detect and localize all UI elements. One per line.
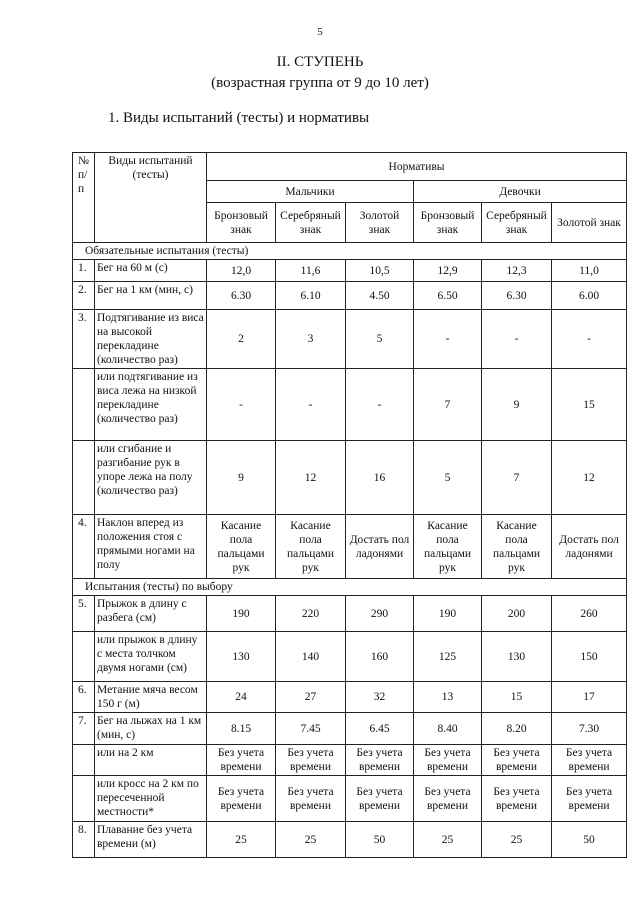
norm-value: Без учета времени xyxy=(207,776,276,822)
page-heading: II. СТУПЕНЬ xyxy=(276,54,364,70)
norm-value: 190 xyxy=(207,596,276,632)
norm-value: 6.50 xyxy=(414,282,482,310)
norm-value: Без учета времени xyxy=(414,745,482,776)
test-name: Бег на лыжах на 1 км (мин, с) xyxy=(95,713,207,745)
test-name: или кросс на 2 км по пересеченной местности* xyxy=(95,776,207,822)
norm-value: 6.00 xyxy=(552,282,627,310)
row-number: 2. xyxy=(73,282,95,310)
table-row xyxy=(73,745,627,776)
table-row xyxy=(73,310,627,369)
norm-value: 12,3 xyxy=(482,260,552,282)
test-name: Плавание без учета времени (м) xyxy=(95,822,207,858)
row-number xyxy=(73,776,95,822)
row-number: 8. xyxy=(73,822,95,858)
norm-value: 8.40 xyxy=(414,713,482,745)
norm-value: 13 xyxy=(414,682,482,713)
norm-value: - xyxy=(207,369,276,441)
section-optional-label: Испытания (тесты) по выбору xyxy=(73,579,627,596)
row-number: 1. xyxy=(73,260,95,282)
norm-value: 260 xyxy=(552,596,627,632)
norm-value: 6.45 xyxy=(346,713,414,745)
norm-value: Без учета времени xyxy=(346,776,414,822)
row-number: 4. xyxy=(73,515,95,579)
table-row xyxy=(73,282,627,310)
norm-value: 10,5 xyxy=(346,260,414,282)
norm-value: 11,0 xyxy=(552,260,627,282)
norm-value: Без учета времени xyxy=(414,776,482,822)
norm-value: 220 xyxy=(276,596,346,632)
norm-value: 7 xyxy=(482,441,552,515)
header-boys-gold: Золотой знак xyxy=(346,203,414,243)
norm-value: Без учета времени xyxy=(552,745,627,776)
norm-value: Без учета времени xyxy=(207,745,276,776)
norm-value: 11,6 xyxy=(276,260,346,282)
row-number xyxy=(73,369,95,441)
row-number: 7. xyxy=(73,713,95,745)
norm-value: 7.45 xyxy=(276,713,346,745)
norm-value: Касание пола пальцами рук xyxy=(207,515,276,579)
norm-value: - xyxy=(414,310,482,369)
norm-value: Без учета времени xyxy=(276,745,346,776)
row-number: 6. xyxy=(73,682,95,713)
section-required-label: Обязательные испытания (тесты) xyxy=(73,243,627,260)
table-row xyxy=(73,441,627,515)
table-row xyxy=(73,776,627,822)
table-row xyxy=(73,632,627,682)
norm-value: 12,9 xyxy=(414,260,482,282)
norm-value: 25 xyxy=(276,822,346,858)
table-row xyxy=(73,515,627,579)
norm-value: 6.30 xyxy=(482,282,552,310)
test-name: или прыжок в длину с места толчком двумя ногами (см) xyxy=(95,632,207,682)
row-number xyxy=(73,632,95,682)
norm-value: 15 xyxy=(552,369,627,441)
header-boys-silver: Серебряный знак xyxy=(276,203,346,243)
norm-value: Без учета времени xyxy=(552,776,627,822)
norm-value: - xyxy=(552,310,627,369)
norm-value: 160 xyxy=(346,632,414,682)
row-number xyxy=(73,441,95,515)
table-row xyxy=(73,713,627,745)
norm-value: 6.10 xyxy=(276,282,346,310)
section-title: 1. Виды испытаний (тесты) и нормативы xyxy=(108,110,370,126)
table-row xyxy=(73,682,627,713)
norm-value: 16 xyxy=(346,441,414,515)
norms-table xyxy=(72,152,627,858)
row-number: 5. xyxy=(73,596,95,632)
norm-value: 25 xyxy=(207,822,276,858)
norm-value: 12 xyxy=(276,441,346,515)
norm-value: 3 xyxy=(276,310,346,369)
test-name: или на 2 км xyxy=(95,745,207,776)
test-name: Подтягивание из виса на высокой перекладине (количество раз) xyxy=(95,310,207,369)
norm-value: 190 xyxy=(414,596,482,632)
norm-value: 130 xyxy=(207,632,276,682)
test-name: Прыжок в длину с разбега (см) xyxy=(95,596,207,632)
norm-value: Касание пола пальцами рук xyxy=(414,515,482,579)
header-norms: Нормативы xyxy=(207,153,627,181)
test-name: Метание мяча весом 150 г (м) xyxy=(95,682,207,713)
norm-value: 6.30 xyxy=(207,282,276,310)
header-test-name: Виды испытаний (тесты) xyxy=(95,153,207,243)
norm-value: 12 xyxy=(552,441,627,515)
norm-value: 24 xyxy=(207,682,276,713)
norm-value: Касание пола пальцами рук xyxy=(276,515,346,579)
norm-value: 25 xyxy=(482,822,552,858)
norm-value: 50 xyxy=(346,822,414,858)
header-num: № п/п xyxy=(73,153,95,243)
norm-value: 17 xyxy=(552,682,627,713)
page-number: 5 xyxy=(317,26,323,38)
norm-value: 150 xyxy=(552,632,627,682)
norm-value: 290 xyxy=(346,596,414,632)
norm-value: Достать пол ладонями xyxy=(552,515,627,579)
norm-value: 4.50 xyxy=(346,282,414,310)
table-row xyxy=(73,260,627,282)
page-subheading: (возрастная группа от 9 до 10 лет) xyxy=(211,75,429,91)
norm-value: 200 xyxy=(482,596,552,632)
norm-value: Касание пола пальцами рук xyxy=(482,515,552,579)
norm-value: 5 xyxy=(346,310,414,369)
row-number: 3. xyxy=(73,310,95,369)
norm-value: 12,0 xyxy=(207,260,276,282)
norm-value: 9 xyxy=(207,441,276,515)
test-name: Наклон вперед из положения стоя с прямыми ногами на полу xyxy=(95,515,207,579)
test-name: Бег на 1 км (мин, с) xyxy=(95,282,207,310)
norm-value: - xyxy=(482,310,552,369)
norm-value: 50 xyxy=(552,822,627,858)
norm-value: Без учета времени xyxy=(482,776,552,822)
header-boys: Мальчики xyxy=(207,181,414,203)
header-girls-bronze: Бронзовый знак xyxy=(414,203,482,243)
header-girls-silver: Серебряный знак xyxy=(482,203,552,243)
norm-value: Без учета времени xyxy=(276,776,346,822)
norm-value: Без учета времени xyxy=(482,745,552,776)
norm-value: 140 xyxy=(276,632,346,682)
norm-value: 2 xyxy=(207,310,276,369)
norm-value: Достать пол ладонями xyxy=(346,515,414,579)
header-girls-gold: Золотой знак xyxy=(552,203,627,243)
norm-value: 8.20 xyxy=(482,713,552,745)
norm-value: 7 xyxy=(414,369,482,441)
norm-value: 27 xyxy=(276,682,346,713)
norm-value: 5 xyxy=(414,441,482,515)
table-row xyxy=(73,596,627,632)
norm-value: 9 xyxy=(482,369,552,441)
norm-value: 130 xyxy=(482,632,552,682)
test-name: или подтягивание из виса лежа на низкой перекладине (количество раз) xyxy=(95,369,207,441)
test-name: или сгибание и разгибание рук в упоре лежа на полу (количество раз) xyxy=(95,441,207,515)
norm-value: 25 xyxy=(414,822,482,858)
header-boys-bronze: Бронзовый знак xyxy=(207,203,276,243)
norm-value: Без учета времени xyxy=(346,745,414,776)
norm-value: - xyxy=(276,369,346,441)
row-number xyxy=(73,745,95,776)
table-row xyxy=(73,369,627,441)
norm-value: 32 xyxy=(346,682,414,713)
norm-value: 15 xyxy=(482,682,552,713)
norm-value: - xyxy=(346,369,414,441)
table-row xyxy=(73,822,627,858)
test-name: Бег на 60 м (с) xyxy=(95,260,207,282)
header-girls: Девочки xyxy=(414,181,627,203)
norm-value: 8.15 xyxy=(207,713,276,745)
norm-value: 7.30 xyxy=(552,713,627,745)
norm-value: 125 xyxy=(414,632,482,682)
